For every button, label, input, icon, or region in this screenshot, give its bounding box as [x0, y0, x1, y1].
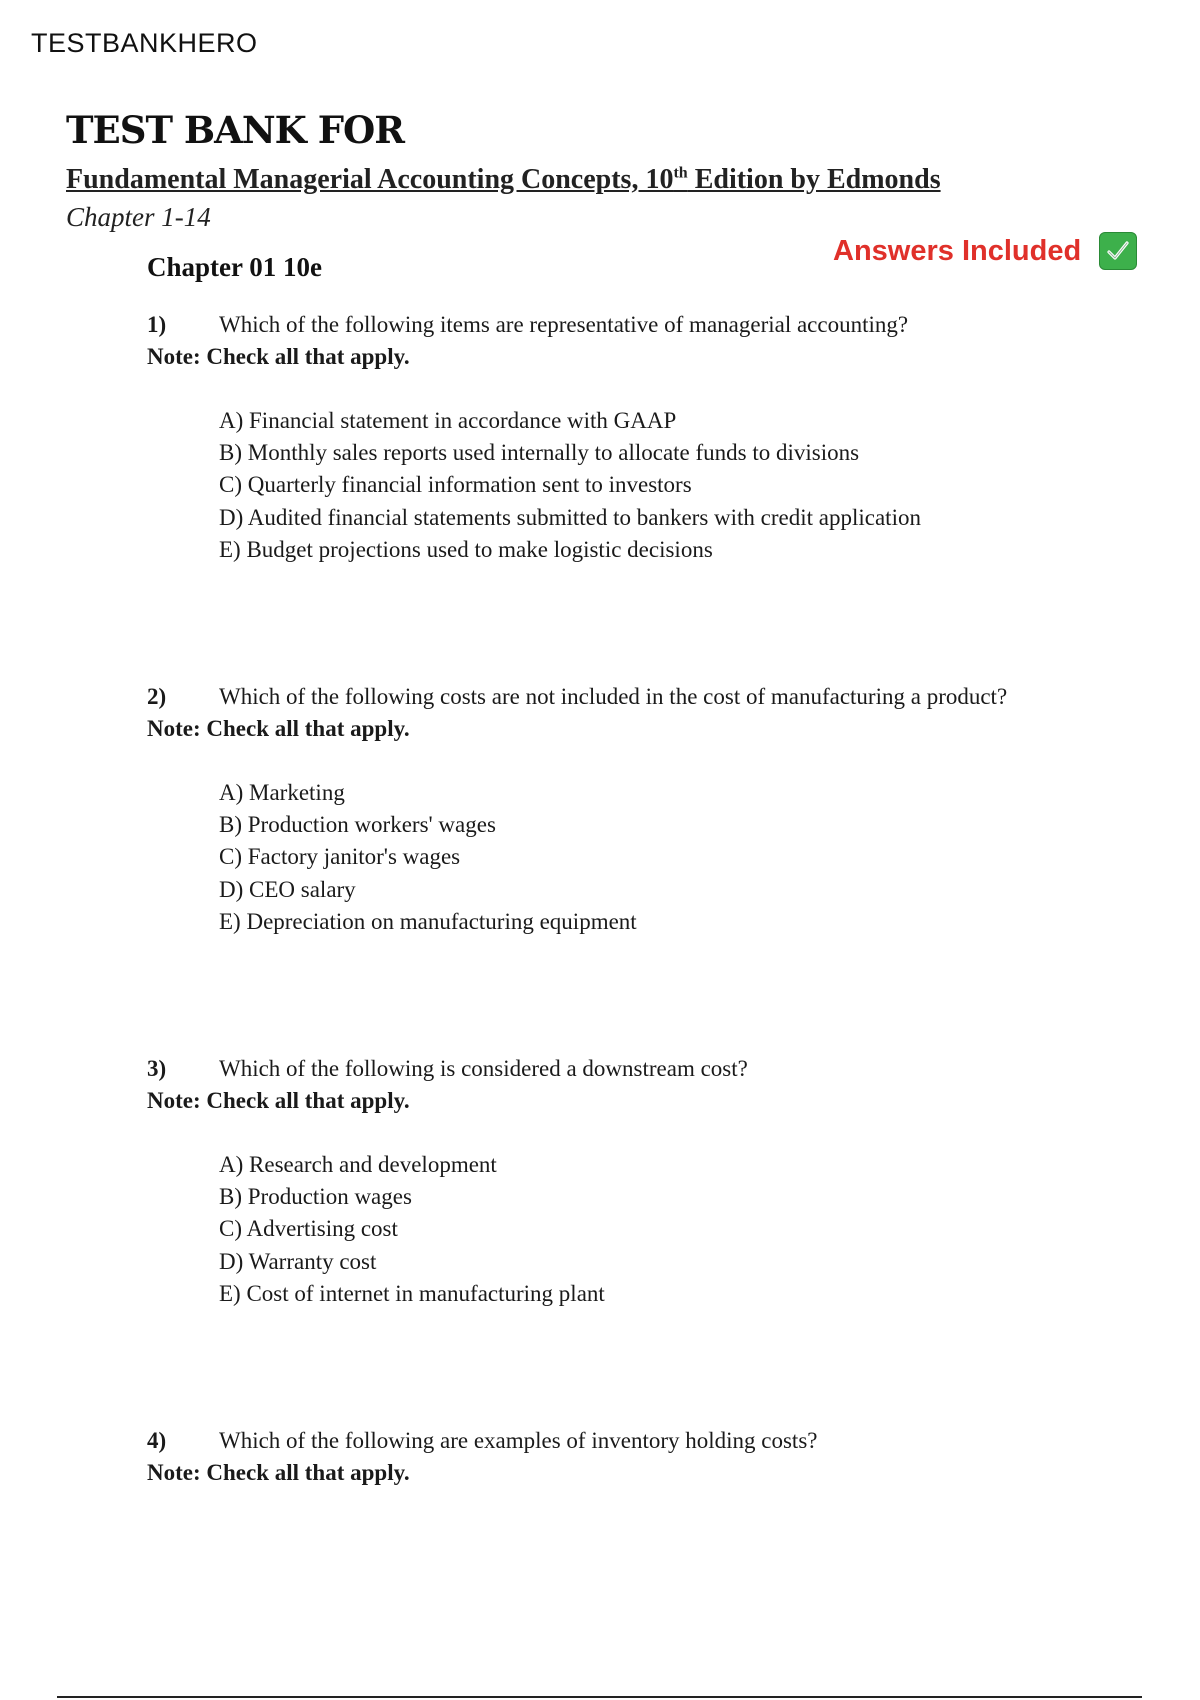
answer-option: D) CEO salary: [219, 876, 356, 902]
answer-option: B) Production workers' wages: [219, 812, 496, 838]
answer-options: [147, 405, 1147, 566]
question-2: [147, 681, 1147, 938]
question-note: Note: Check all that apply.: [147, 1460, 410, 1485]
chapter-range: Chapter 1-14: [66, 202, 211, 232]
answer-options: [147, 1149, 1147, 1310]
question-line: [147, 1053, 1147, 1085]
book-title-ordinal: th: [673, 164, 688, 182]
book-title-main: Fundamental Managerial Accounting Concepts, 10: [66, 164, 674, 195]
question-text: Which of the following costs are not included in the cost of manufacturing a product?: [219, 684, 1008, 709]
answer-option: A) Financial statement in accordance with GAAP: [219, 408, 677, 433]
green-checkmark-icon: [1099, 232, 1137, 270]
question-line: [147, 309, 1147, 341]
answer-option: E) Budget projections used to make logistic decisions: [219, 536, 713, 562]
answer-option: D) Audited financial statements submitted to bankers with credit application: [219, 504, 921, 530]
question-number: 1): [147, 312, 167, 337]
question-text: Which of the following items are representative of managerial accounting?: [219, 312, 909, 337]
page-bottom-divider: [57, 1696, 1142, 1698]
question-line: [147, 1425, 1147, 1457]
answer-option: E) Cost of internet in manufacturing plant: [219, 1280, 605, 1306]
answer-option: E) Depreciation on manufacturing equipment: [219, 908, 637, 934]
question-1: [147, 309, 1147, 566]
question-number: 3): [147, 1056, 167, 1081]
answers-included-badge: [833, 232, 1137, 270]
book-title-end: Edition by Edmonds: [687, 164, 941, 195]
question-text: Which of the following are examples of inventory holding costs?: [219, 1428, 818, 1453]
answer-option: D) Warranty cost: [219, 1248, 377, 1274]
answer-option: B) Production wages: [219, 1184, 412, 1210]
answer-option: C) Quarterly financial information sent to investors: [219, 472, 692, 498]
brand-header: TESTBANKHERO: [31, 28, 258, 58]
answer-options: [147, 777, 1147, 938]
question-text: Which of the following is considered a downstream cost?: [219, 1056, 748, 1081]
question-4: [147, 1425, 1147, 1489]
answer-option: C) Factory janitor's wages: [219, 844, 461, 870]
answer-option: C) Advertising cost: [219, 1216, 398, 1242]
question-3: [147, 1053, 1147, 1310]
chapter-heading: Chapter 01 10e: [147, 252, 322, 282]
question-number: 4): [147, 1428, 167, 1453]
answer-option: A) Marketing: [219, 780, 345, 805]
document-title: TEST BANK FOR: [66, 108, 404, 152]
question-number: 2): [147, 684, 167, 709]
question-note: Note: Check all that apply.: [147, 1088, 410, 1113]
answer-option: B) Monthly sales reports used internally to allocate funds to divisions: [219, 440, 860, 466]
question-note: Note: Check all that apply.: [147, 344, 410, 369]
question-note: Note: Check all that apply.: [147, 716, 410, 741]
answer-option: A) Research and development: [219, 1152, 497, 1177]
question-line: [147, 681, 1147, 713]
answers-included-label: Answers Included: [833, 234, 1082, 267]
book-title: [66, 164, 941, 196]
